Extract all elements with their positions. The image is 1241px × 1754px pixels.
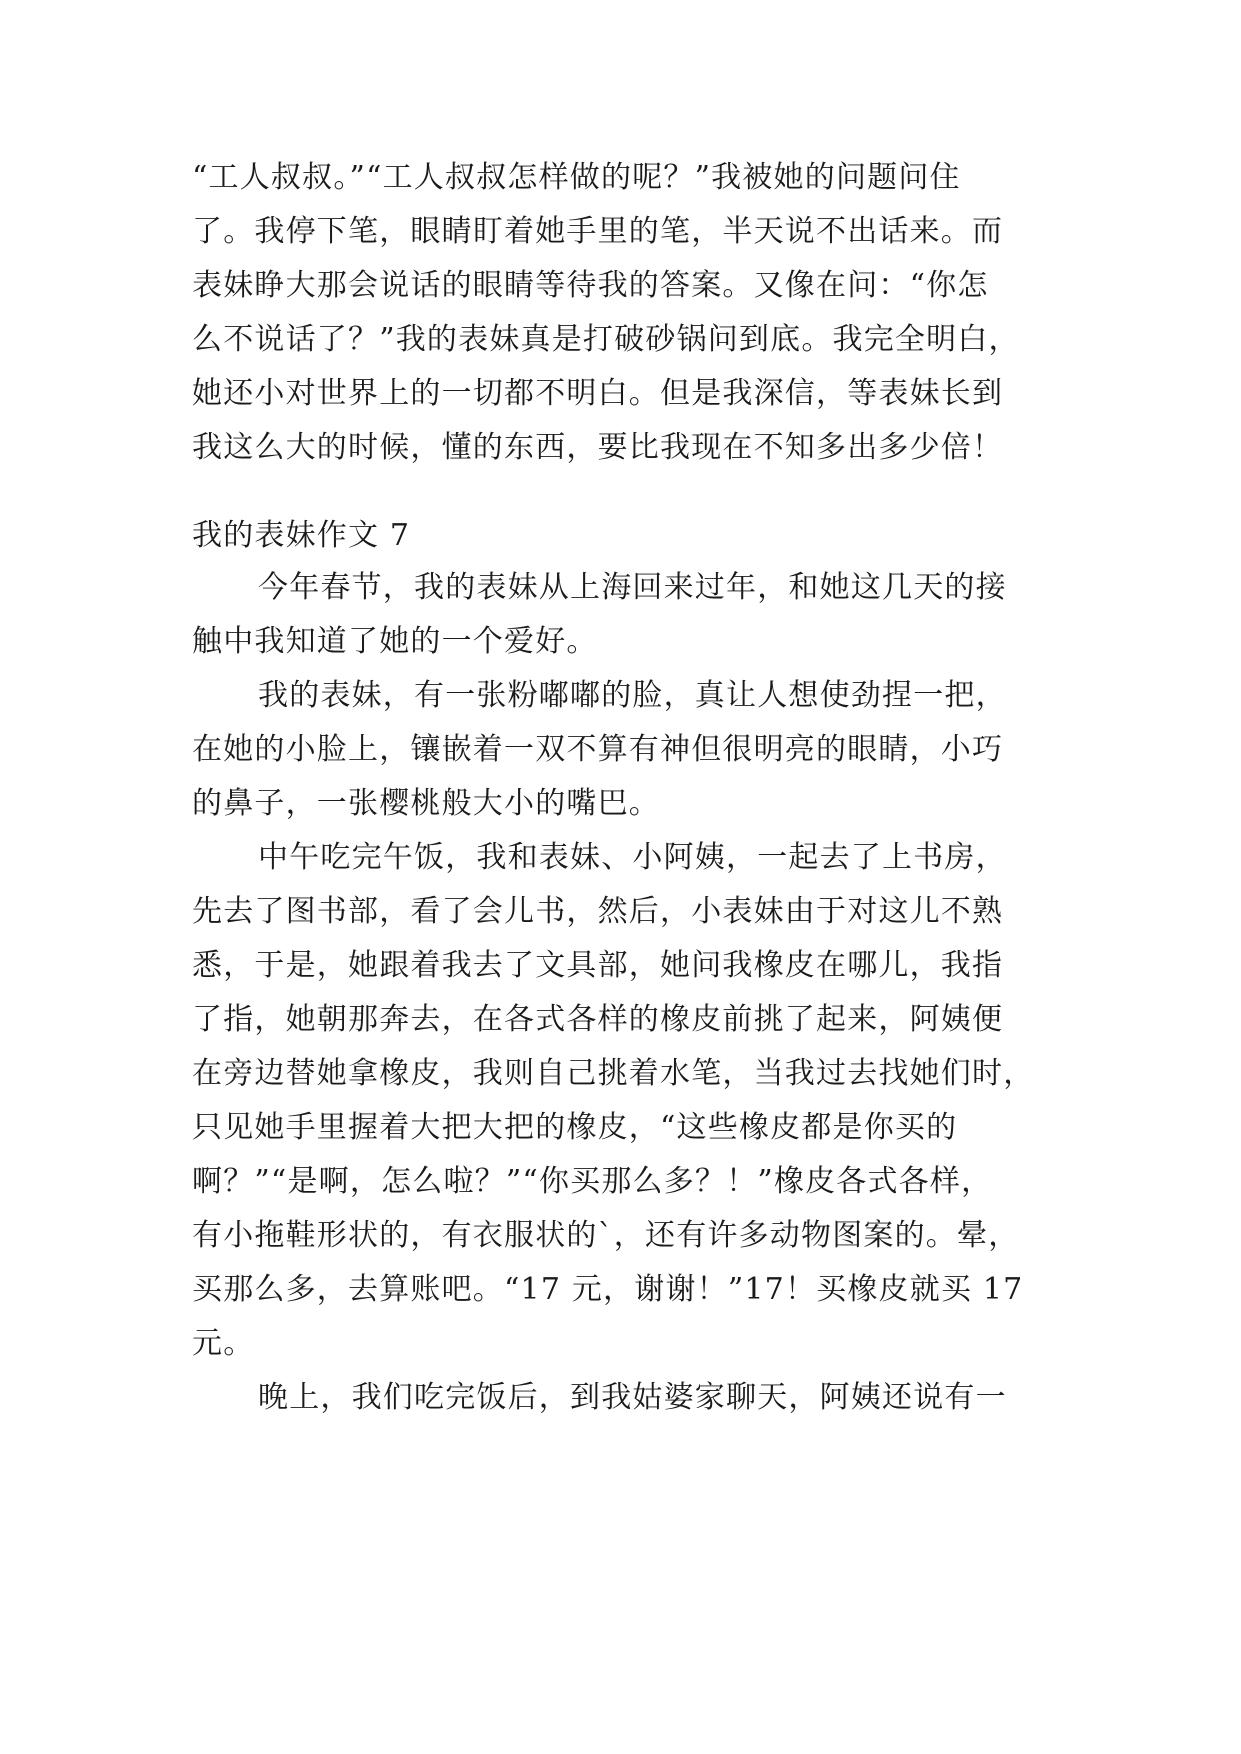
intro-line-4: 么不说话了？”我的表妹真是打破砂锅问到底。我完全明白， xyxy=(192,322,1020,357)
intro-line-3: 表妹睁大那会说话的眼睛等待我的答案。又像在问：“你怎 xyxy=(192,268,989,303)
paragraph-1-line-2: 触中我知道了她的一个爱好。 xyxy=(192,624,598,659)
paragraph-3-line-10: 元。 xyxy=(192,1326,255,1361)
paragraph-1-line-1: 今年春节，我的表妹从上海回来过年，和她这几天的接 xyxy=(258,570,1007,605)
paragraph-3-line-9: 买那么多，去算账吧。“17 元，谢谢！”17！买橡皮就买 17 xyxy=(192,1272,1024,1307)
paragraph-3-line-4: 了指，她朝那奔去，在各式各样的橡皮前挑了起来，阿姨便 xyxy=(192,1002,1004,1037)
paragraph-3-line-1: 中午吃完午饭，我和表妹、小阿姨，一起去了上书房， xyxy=(258,840,1007,875)
intro-line-1: “工人叔叔。”“工人叔叔怎样做的呢？”我被她的问题问住 xyxy=(192,160,961,195)
paragraph-3-line-8: 有小拖鞋形状的，有衣服状的`，还有许多动物图案的。晕， xyxy=(192,1218,1020,1253)
paragraph-3-line-5: 在旁边替她拿橡皮，我则自己挑着水笔，当我过去找她们时， xyxy=(192,1056,1035,1091)
intro-line-6: 我这么大的时候，懂的东西，要比我现在不知多出多少倍！ xyxy=(192,430,1004,465)
intro-line-2: 了。我停下笔，眼睛盯着她手里的笔，半天说不出话来。而 xyxy=(192,214,1004,249)
paragraph-2-line-3: 的鼻子，一张樱桃般大小的嘴巴。 xyxy=(192,786,660,821)
paragraph-2-line-1: 我的表妹，有一张粉嘟嘟的脸，真让人想使劲捏一把， xyxy=(258,678,1007,713)
paragraph-2-line-2: 在她的小脸上，镶嵌着一双不算有神但很明亮的眼睛，小巧 xyxy=(192,732,1004,767)
paragraph-3-line-7: 啊？”“是啊，怎么啦？”“你买那么多？！”橡皮各式各样， xyxy=(192,1164,993,1199)
paragraph-3-line-3: 悉，于是，她跟着我去了文具部，她问我橡皮在哪儿，我指 xyxy=(192,948,1004,983)
paragraph-3-line-6: 只见她手里握着大把大把的橡皮，“这些橡皮都是你买的 xyxy=(192,1110,958,1145)
section-title: 我的表妹作文 7 xyxy=(192,518,411,553)
paragraph-4-line-1: 晚上，我们吃完饭后，到我姑婆家聊天，阿姨还说有一 xyxy=(258,1380,1007,1415)
paragraph-3-line-2: 先去了图书部，看了会儿书，然后，小表妹由于对这儿不熟 xyxy=(192,894,1004,929)
intro-line-5: 她还小对世界上的一切都不明白。但是我深信，等表妹长到 xyxy=(192,376,1004,411)
